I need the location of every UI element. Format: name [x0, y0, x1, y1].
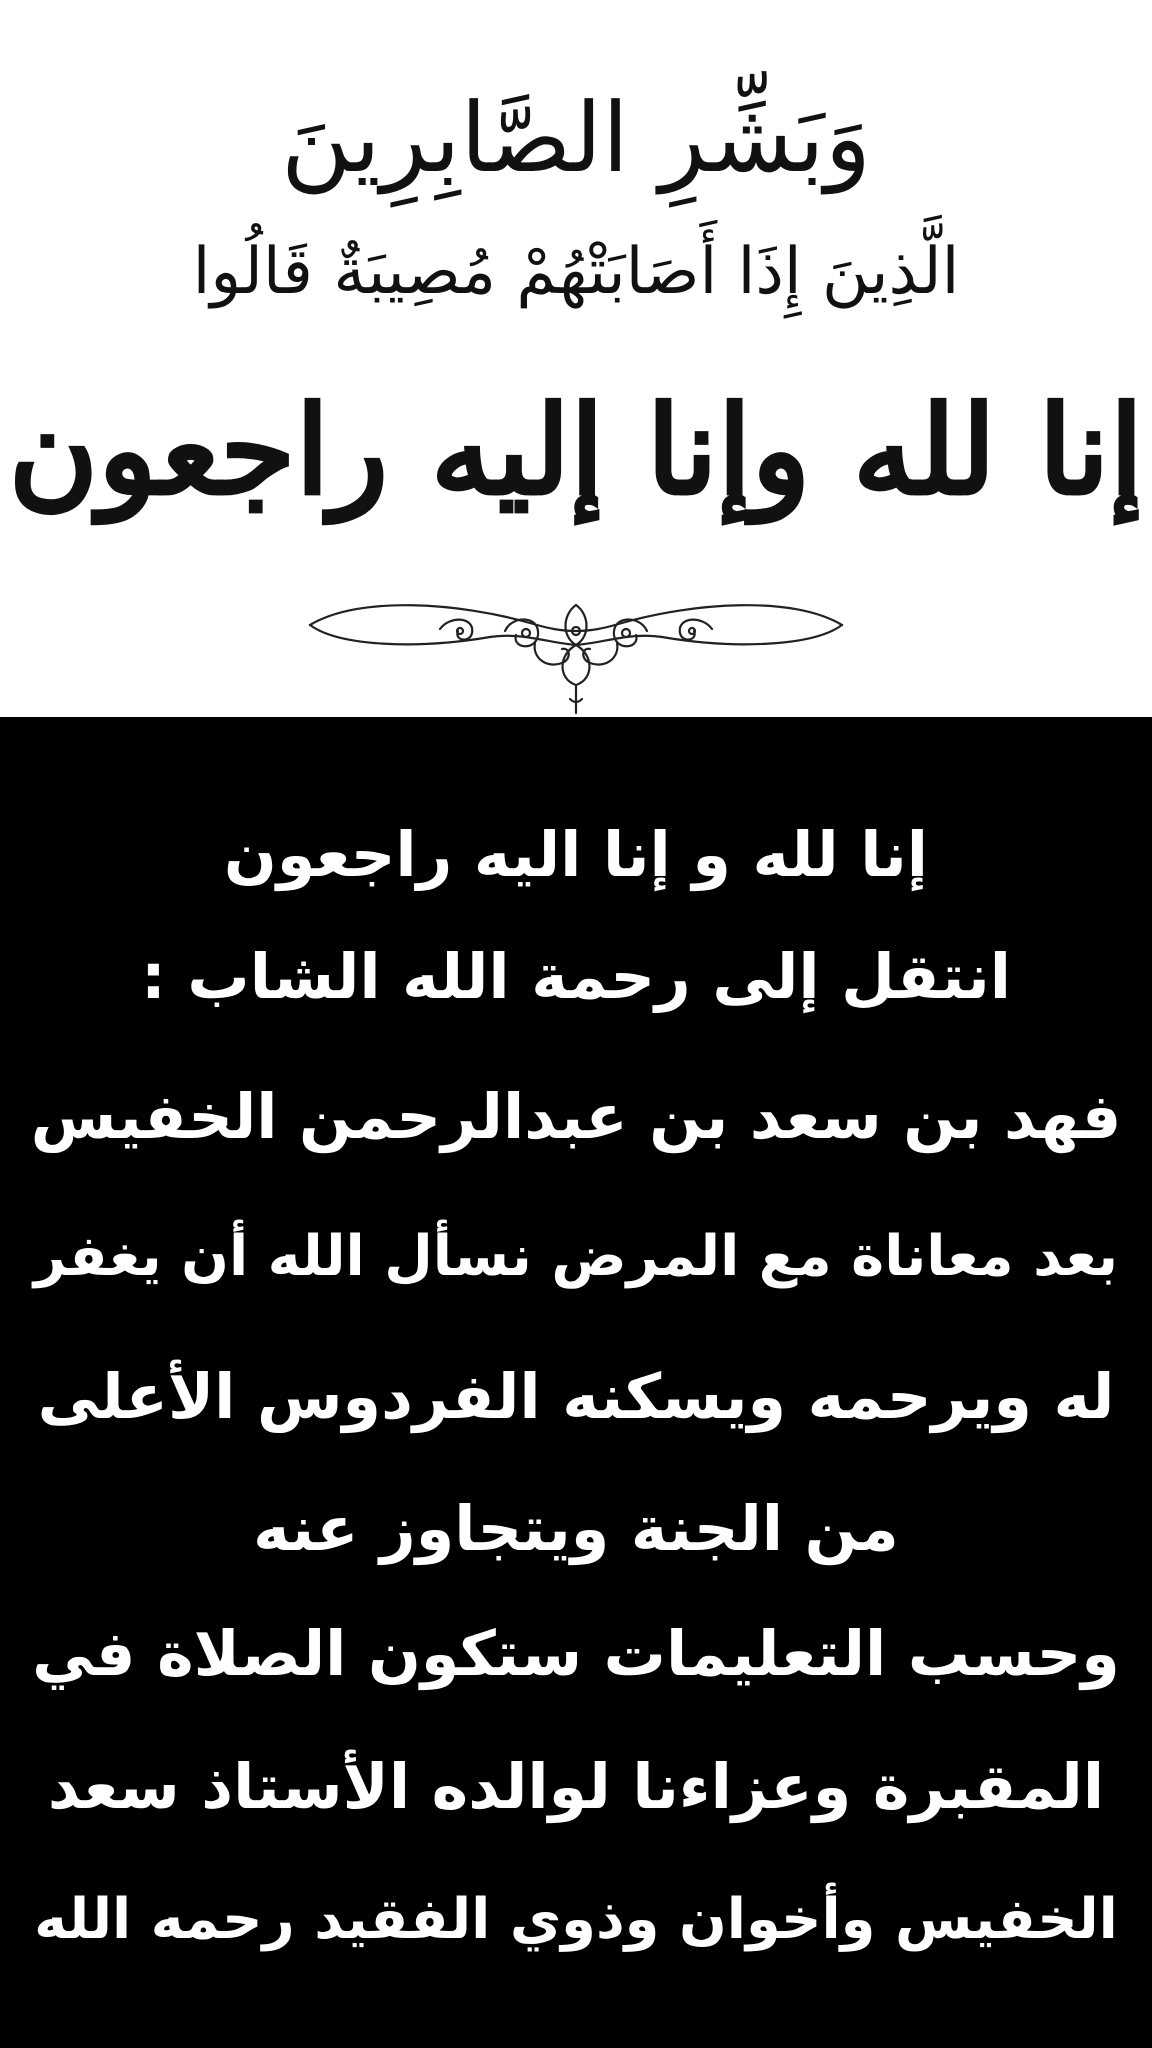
announcement-line-2: انتقل إلى رحمة الله الشاب :: [141, 940, 1011, 1013]
calligraphy-header: [0, 0, 1152, 717]
quran-verse-line-2: الَّذِينَ إِذَا أَصَابَتْهُمْ مُصِيبَةٌ قَالُوا: [192, 235, 960, 309]
quran-verse-line-1: وَبَشِّرِ الصَّابِرِينَ: [280, 82, 872, 194]
announcement-line-8: المقبرة وعزاءنا لوالده الأستاذ سعد: [47, 1750, 1105, 1823]
deceased-name: فهد بن سعد بن عبدالرحمن الخفيس: [30, 1080, 1122, 1153]
announcement-line-5: له ويرحمه ويسكنه الفردوس الأعلى: [37, 1360, 1115, 1433]
istirja-calligraphy: إنا لله وإنا إليه راجعون: [8, 378, 1144, 522]
ornament-divider-icon: [300, 585, 852, 717]
announcement-line-4: بعد معاناة مع المرض نسأل الله أن يغفر: [33, 1224, 1119, 1289]
announcement-line-1: إنا لله و إنا اليه راجعون: [223, 818, 929, 891]
announcement-body: [0, 717, 1152, 2048]
announcement-line-7: وحسب التعليمات ستكون الصلاة في: [32, 1617, 1120, 1690]
announcement-line-9: الخفيس وأخوان وذوي الفقيد رحمه الله: [34, 1887, 1118, 1952]
announcement-line-6: من الجنة ويتجاوز عنه: [253, 1492, 899, 1565]
